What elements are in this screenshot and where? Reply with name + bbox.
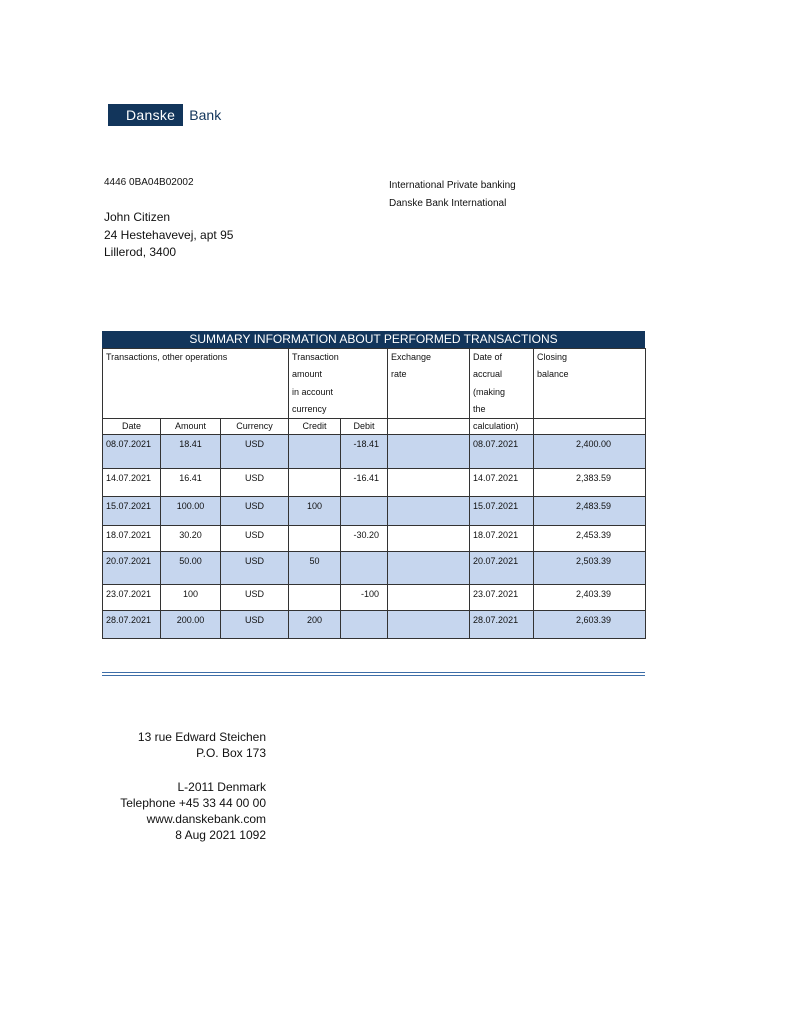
col-currency: Currency <box>221 419 289 435</box>
cell-currency: USD <box>221 611 289 639</box>
footer-pobox: P.O. Box 173 <box>196 746 266 760</box>
table-row <box>103 526 646 552</box>
transactions-table <box>102 331 645 639</box>
cell-date: 23.07.2021 <box>103 585 161 611</box>
col-rate-empty <box>388 419 470 435</box>
bank-footer-address <box>100 729 266 843</box>
cell-credit: 50 <box>289 552 341 585</box>
customer-name: John Citizen <box>104 210 171 224</box>
table-row <box>103 497 646 526</box>
logo-name: Danske <box>108 104 183 126</box>
customer-address <box>104 209 233 262</box>
cell-debit <box>341 552 388 585</box>
transactions-grid <box>102 348 646 639</box>
table-row <box>103 611 646 639</box>
cell-debit: -16.41 <box>341 469 388 497</box>
cell-debit <box>341 497 388 526</box>
cell-amount: 100 <box>161 585 221 611</box>
cell-amount: 100.00 <box>161 497 221 526</box>
cell-credit <box>289 585 341 611</box>
footer-phone: Telephone +45 33 44 00 00 <box>120 796 266 810</box>
cell-rate <box>388 585 470 611</box>
branch-info <box>389 177 516 213</box>
footer-spacer <box>100 761 266 779</box>
col-accrual-calculation: calculation) <box>470 419 534 435</box>
cell-currency: USD <box>221 497 289 526</box>
cell-rate <box>388 526 470 552</box>
cell-currency: USD <box>221 526 289 552</box>
col-date: Date <box>103 419 161 435</box>
table-row <box>103 585 646 611</box>
cell-currency: USD <box>221 585 289 611</box>
cell-credit <box>289 435 341 469</box>
header-amount-line: amount <box>292 369 323 380</box>
header-transactions: Transactions, other operations <box>103 349 289 419</box>
cell-amount: 50.00 <box>161 552 221 585</box>
cell-accrual: 15.07.2021 <box>470 497 534 526</box>
col-credit: Credit <box>289 419 341 435</box>
cell-balance: 2,453.39 <box>534 526 646 552</box>
header-amount-line: currency <box>292 403 327 414</box>
header-closing-line: balance <box>537 369 569 380</box>
header-date-of-accrual <box>470 349 534 419</box>
branch-line-2: Danske Bank International <box>389 198 507 209</box>
cell-debit <box>341 611 388 639</box>
cell-balance: 2,483.59 <box>534 497 646 526</box>
header-accrual-line: Date of <box>473 352 503 362</box>
cell-date: 18.07.2021 <box>103 526 161 552</box>
header-accrual-line: (making <box>473 386 506 397</box>
header-exchange-rate <box>388 349 470 419</box>
cell-accrual: 14.07.2021 <box>470 469 534 497</box>
footer-website: www.danskebank.com <box>146 812 266 826</box>
footer-divider-top <box>102 672 645 673</box>
logo-bank: Bank <box>189 107 222 123</box>
cell-rate <box>388 552 470 585</box>
cell-accrual: 23.07.2021 <box>470 585 534 611</box>
cell-credit <box>289 526 341 552</box>
cell-accrual: 20.07.2021 <box>470 552 534 585</box>
cell-balance: 2,400.00 <box>534 435 646 469</box>
cell-accrual: 28.07.2021 <box>470 611 534 639</box>
cell-balance: 2,383.59 <box>534 469 646 497</box>
header-closing-line: Closing <box>537 352 568 362</box>
cell-credit <box>289 469 341 497</box>
footer-date: 8 Aug 2021 1092 <box>175 828 266 842</box>
cell-debit: -30.20 <box>341 526 388 552</box>
footer-city: L-2011 Denmark <box>177 780 266 794</box>
cell-rate <box>388 497 470 526</box>
header-accrual-line: the <box>473 403 486 414</box>
table-row <box>103 552 646 585</box>
branch-line-1: International Private banking <box>389 180 516 191</box>
table-row <box>103 469 646 497</box>
header-rate-line: Exchange <box>391 352 432 362</box>
cell-accrual: 08.07.2021 <box>470 435 534 469</box>
cell-currency: USD <box>221 552 289 585</box>
header-amount-line: Transaction <box>292 352 339 362</box>
footer-divider-bottom <box>102 675 645 676</box>
account-number: 4446 0BA04B02002 <box>104 177 194 188</box>
cell-date: 14.07.2021 <box>103 469 161 497</box>
col-amount: Amount <box>161 419 221 435</box>
col-debit: Debit <box>341 419 388 435</box>
cell-currency: USD <box>221 469 289 497</box>
table-title: SUMMARY INFORMATION ABOUT PERFORMED TRANSACTIONS <box>102 331 645 348</box>
cell-amount: 16.41 <box>161 469 221 497</box>
cell-amount: 200.00 <box>161 611 221 639</box>
header-accrual-line: accrual <box>473 369 503 380</box>
cell-credit: 200 <box>289 611 341 639</box>
cell-date: 20.07.2021 <box>103 552 161 585</box>
cell-balance: 2,503.39 <box>534 552 646 585</box>
danske-bank-logo <box>108 104 221 126</box>
cell-balance: 2,603.39 <box>534 611 646 639</box>
col-balance-empty <box>534 419 646 435</box>
cell-rate <box>388 469 470 497</box>
table-row <box>103 435 646 469</box>
cell-rate <box>388 435 470 469</box>
cell-debit: -18.41 <box>341 435 388 469</box>
footer-street: 13 rue Edward Steichen <box>137 730 266 744</box>
cell-date: 08.07.2021 <box>103 435 161 469</box>
cell-balance: 2,403.39 <box>534 585 646 611</box>
cell-accrual: 18.07.2021 <box>470 526 534 552</box>
customer-city: Lillerod, 3400 <box>104 245 177 259</box>
customer-street: 24 Hestehavevej, apt 95 <box>104 227 234 242</box>
header-amount-line: in account <box>292 386 334 397</box>
cell-amount: 30.20 <box>161 526 221 552</box>
cell-date: 15.07.2021 <box>103 497 161 526</box>
cell-rate <box>388 611 470 639</box>
header-closing-balance <box>534 349 646 419</box>
header-rate-line: rate <box>391 369 407 380</box>
cell-currency: USD <box>221 435 289 469</box>
header-transaction-amount <box>289 349 388 419</box>
cell-amount: 18.41 <box>161 435 221 469</box>
cell-credit: 100 <box>289 497 341 526</box>
cell-date: 28.07.2021 <box>103 611 161 639</box>
cell-debit: -100 <box>341 585 388 611</box>
